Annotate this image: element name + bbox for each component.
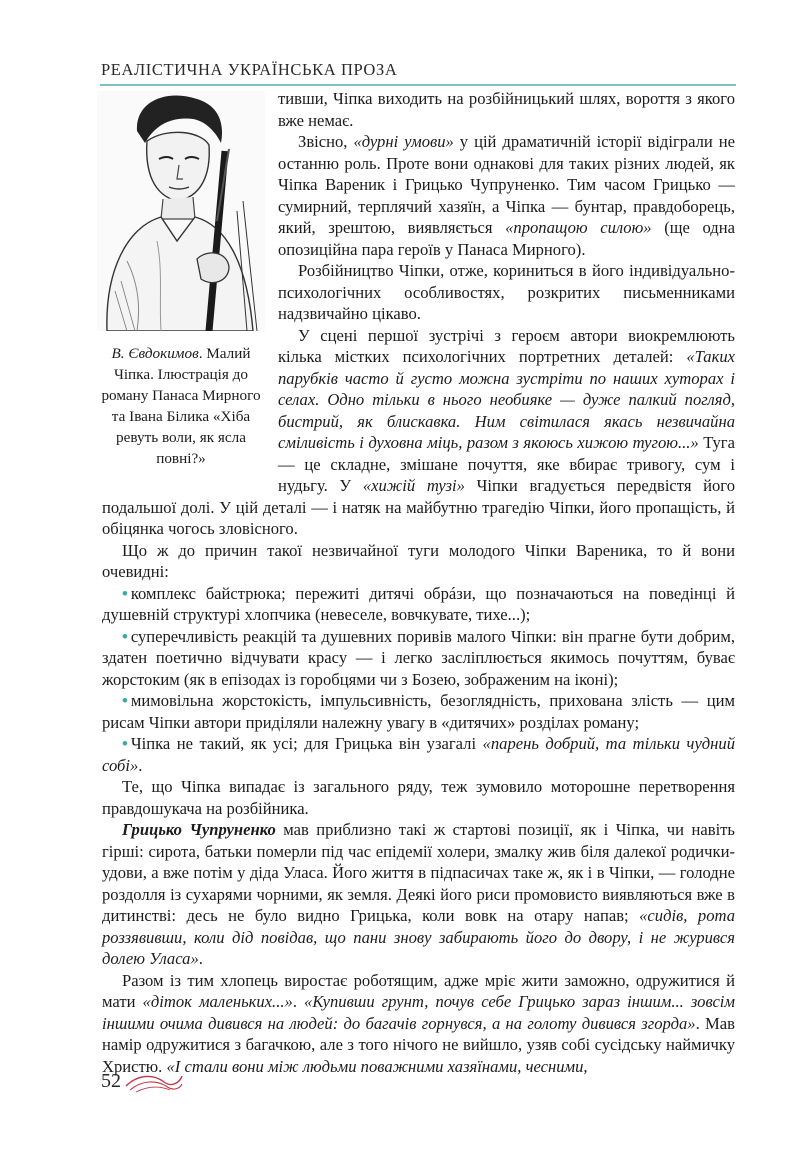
caption-author: В. Євдокимов <box>111 345 199 362</box>
figure-spacer <box>102 88 278 483</box>
flourish-ornament-icon <box>124 1066 184 1096</box>
quote: «Таких парубків часто й густо можна зустріти по наших хуторах і селах. Одно тільки в нього необияке — дуже палкий погляд, бистрий, як блискавка. Ним світилася якась незвичайна сміливість і духовна міць, разом з якоюсь хижою тугою...» <box>278 347 735 452</box>
paragraph: Те, що Чіпка випадає із загального ряду, теж зумовило моторошне перетворення правдошукача на розбійника. <box>102 777 735 818</box>
quote: «сидів, рота роззявивши, коли дід повідав, що пани знову забирають його до двору, і не журився долею Уласа» <box>102 906 735 968</box>
character-name: Грицько Чупруненко <box>122 820 276 839</box>
bullet-icon: • <box>122 691 128 710</box>
main-text <box>102 88 735 1077</box>
list-item: • мимовільна жорстокість, імпульсивність, безоглядність, прихована злість — цим рисам Чіпки автори приділяли належну увагу в «дитячих» розділах роману; <box>102 691 735 732</box>
bullet-icon: • <box>122 583 128 603</box>
paragraph: Розбійництво Чіпки, отже, кориниться в його індивідуально-психологічних особливостях, розкритих письменниками надзвичайно цікаво. <box>278 261 735 323</box>
page-number: 52 <box>101 1070 121 1092</box>
paragraph: Разом із тим хлопець виростає роботящим, адже мріє жити заможно, одружитися й мати «діток маленьких...». «Купивши грунт, почув себе Грицько зараз іншим... зовсім іншими очима дивився на людей: до багачів горнувся, а на голоту дивився згорда». Мав намір одружитися з багачкою, але з того нічого не вийшло, узяв собі сусідську наймичку Христю. «І стали вони між людьми поважними хазяїнами, чесними, <box>102 970 736 1076</box>
paragraph: Грицько Чупруненко мав приблизно такі ж стартові позиції, як і Чіпка, чи навіть гірші: сирота, батьки померли під час епідемії холери, змалку жив біля далекої родички-удови, а вже потім у діда Уласа. Його життя в підпасичах таке ж, як і в Чіпки, — голодне роздолля із сухарями чорними, як земля. Деякі його риси промовисто виявляються вже в дитинстві: десь не було видно Грицька, коли вовк на отару напав; «сидів, рота роззявивши, коли дід повідав, що пани знову забирають його до двору, і не журився долею Уласа». <box>102 820 735 968</box>
quote: «І стали вони між людьми поважними хазяїнами, чесними, <box>166 1056 588 1076</box>
caption-text: . Малий Чіпка. Ілюстрація до роману Панаса Мирного та Івана Білика «Хіба ревуть воли, як ясла повні?» <box>101 345 261 467</box>
header-rule <box>100 84 736 86</box>
list-item: • суперечливість реакцій та душевних поривів малого Чіпки: він прагне бути добрим, здатен поетично відчувати красу — і легко засліплюється якимось почуттям, буває жорстоким (як в епізодах із горобцями чи з Бозею, зображеним на іконі); <box>102 626 735 689</box>
list-item: • Чіпка не такий, як усі; для Грицька він узагалі «парень добрий, та тільки чудний собі». <box>102 734 735 775</box>
quote: «парень добрий, та тільки чудний собі» <box>102 734 735 775</box>
bullet-icon: • <box>122 626 128 646</box>
list-item: • комплекс байстрюка; пережиті дитячі обрáзи, що позначаються на поведінці й душевній структурі хлопчика (невеселе, вовчкувате, тихе...); <box>102 583 735 624</box>
quote: «пропащою силою» <box>505 218 652 237</box>
quote: «хижій тузі» <box>362 476 465 495</box>
paragraph: У сцені першої зустрічі з героєм автори виокремлюють кілька містких психологічних портретних деталей: «Таких парубків часто й густо можна зустріти по наших хуторах і селах. Одно тільки в нього необияке — дуже палкий погляд, бистрий, як блискавка. Ним світилася якась незвичайна сміливість і духовна міць, разом з якоюсь хижою тугою...» Туга — це складне, змішане почуття, яке вбирає тривогу, сум і нудьгу. У «хижій тузі» Чіпки вгадується передвістя його подальшої долі. У цій деталі — і натяк на майбутню трагедію Чіпки, його пропащість, й обіцянка чогось зловісного. <box>102 325 735 538</box>
paragraph: Звісно, «дурні умови» у цій драматичній історії відіграли не останню роль. Проте вони однакові для таких різних людей, як Чіпка Вареник і Грицько Чупруненко. Тим часом Грицько — сумирний, терплячий хазяїн, а Чіпка — бунтар, правдоборець, який, зрештою, виявляється «пропащою силою» (ще одна опозиційна пара героїв у Панаса Мирного). <box>278 132 735 259</box>
paragraph: Що ж до причин такої незвичайної туги молодого Чіпки Вареника, то й вони очевидні: <box>102 540 735 581</box>
quote: «діток маленьких...» <box>142 992 293 1011</box>
quote: «Купивши грунт, почув себе Грицько зараз іншим... зовсім іншими очима дивився на людей: до багачів горнувся, а на голоту дивився згорда» <box>102 992 736 1033</box>
running-header: РЕАЛІСТИЧНА УКРАЇНСЬКА ПРОЗА <box>101 60 398 79</box>
quote: «дурні умови» <box>353 132 454 151</box>
paragraph: тивши, Чіпка виходить на розбійницький шлях, вороття з якого вже немає. <box>278 89 735 130</box>
bullet-icon: • <box>122 734 128 753</box>
